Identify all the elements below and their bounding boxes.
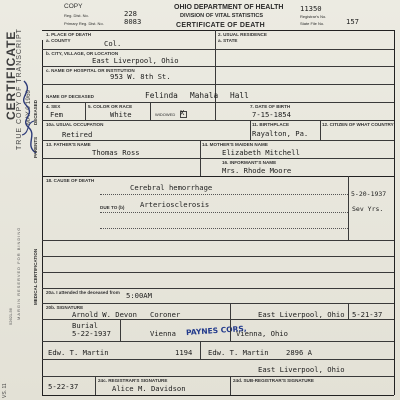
cemetery-location: Vienna, Ohio — [236, 329, 288, 338]
usual-residence-label: 2. USUAL RESIDENCE — [218, 32, 267, 37]
embalmer-license-value: 2896 A — [286, 348, 312, 357]
registrar-handwritten-signature — [16, 75, 42, 155]
city-label: b. CITY, VILLAGE, OR LOCATION — [46, 51, 119, 56]
hospital-label: c. NAME OF HOSPITAL OR INSTITUTION — [46, 68, 135, 73]
registrars-no-label: Registrar's No. — [300, 14, 327, 19]
signed-date: 5-21-37 — [352, 310, 383, 319]
middle-name: Mahala — [190, 91, 219, 100]
signer-title: Coroner — [150, 310, 181, 319]
occupation-label: 10a. USUAL OCCUPATION — [46, 122, 104, 127]
true-copy-stamp: TRUE COPY OF TRANSCRIPT — [16, 28, 23, 150]
mother-label: 14. MOTHER'S MAIDEN NAME — [202, 142, 268, 147]
embalmer-value: Edw. T. Martin — [208, 348, 269, 357]
registrar-value: Alice M. Davidson — [112, 384, 186, 393]
immediate-cause-value: Cerebral hemorrhage — [130, 183, 213, 192]
mother-value: Elizabeth Mitchell — [222, 148, 300, 157]
primary-reg-dist-no: 8083 — [124, 17, 142, 26]
address-value: 953 W. 8th St. — [110, 72, 171, 81]
city-value: East Liverpool, Ohio — [92, 56, 179, 65]
birth-date-value: 7-15-1854 — [252, 110, 291, 119]
file-number: 11350 — [300, 4, 322, 13]
first-name: Felinda — [145, 91, 178, 100]
registrar-city-value: East Liverpool, Ohio — [258, 365, 345, 374]
registrar-signature-label: 24c. REGISTRAR'S SIGNATURE — [98, 378, 168, 383]
place-of-death-label: 1. PLACE OF DEATH — [46, 32, 92, 37]
interval-value: Sev Yrs. — [352, 205, 384, 213]
widowed-label: WIDOWED — [155, 112, 176, 117]
cemetery-value: Vienna — [150, 329, 176, 338]
certificate-stamp: CERTIFICATE — [4, 30, 18, 120]
informant-label: 16. INFORMANT'S NAME — [222, 160, 277, 165]
county-label: a. COUNTY — [46, 38, 71, 43]
birthplace-value: Rayalton, Pa. — [252, 129, 309, 138]
father-value: Thomas Ross — [92, 148, 140, 157]
last-name: Hall — [230, 91, 249, 100]
fd-license-value: 1194 — [175, 348, 193, 357]
state-file-no: 157 — [346, 17, 359, 26]
primary-reg-dist-label: Primary Reg. Dist. No. — [64, 21, 104, 26]
deceased-section-label: DECEASED — [33, 99, 38, 125]
attended-label: 20a. I attended the deceased from — [46, 290, 120, 295]
form-number: VS. 11 — [2, 383, 8, 398]
color-label: 5. COLOR OR RACE — [88, 104, 133, 109]
state-file-no-label: State File No. — [300, 21, 325, 26]
medical-section-label: MEDICAL CERTIFICATION — [33, 248, 38, 305]
filed-date-value: 5-22-37 — [48, 382, 79, 391]
due-to-label: DUE TO (b) — [100, 205, 125, 210]
signer-address: East Liverpool, Ohio — [258, 310, 345, 319]
state-label: a. STATE — [218, 38, 238, 43]
reg-dist-no: 228 — [124, 9, 137, 18]
occupation-value: Retired — [62, 130, 93, 139]
bottom-code: 52621-56 — [8, 308, 13, 325]
sex-value: Fem — [50, 110, 63, 119]
signature-label: 20b. SIGNATURE — [46, 305, 84, 310]
copy-date-stamp: MAY 0 1969 — [25, 89, 32, 125]
reg-dist-no-label: Reg. Dist. No. — [64, 13, 89, 18]
sub-registrar-label: 24d. SUB-REGISTRAR'S SIGNATURE — [233, 378, 314, 383]
county-value: Col. — [104, 39, 122, 48]
margin-note: MARGIN RESERVED FOR BINDING — [16, 226, 21, 320]
widowed-check: X — [180, 108, 185, 117]
dept-title: OHIO DEPARTMENT OF HEALTH — [174, 4, 284, 11]
onset-date-value: 5-20-1937 — [351, 190, 387, 198]
cemetery-stamp: PAYNES CORS, — [185, 323, 247, 338]
division-title: DIVISION OF VITAL STATISTICS — [180, 13, 264, 19]
burial-value: Burial — [72, 321, 98, 330]
underlying-cause-value: Arteriosclerosis — [140, 200, 210, 209]
race-value: White — [110, 110, 132, 119]
death-time-value: 5:00AM — [126, 291, 152, 300]
certificate-title: CERTIFICATE OF DEATH — [176, 22, 265, 29]
name-label: NAME OF DECEASED — [46, 94, 94, 99]
sex-label: 4. SEX — [46, 104, 61, 109]
signer-name: Arnold W. Devon — [72, 310, 137, 319]
parents-section-label: PARENTS — [33, 136, 38, 158]
cause-of-death-label: 18. CAUSE OF DEATH — [46, 178, 95, 183]
informant-value: Mrs. Rhode Moore — [222, 166, 292, 175]
citizen-label: 12. CITIZEN OF WHAT COUNTRY — [322, 122, 394, 127]
birth-date-label: 7. DATE OF BIRTH — [250, 104, 291, 109]
copy-label: COPY — [64, 3, 83, 10]
father-label: 13. FATHER'S NAME — [46, 142, 91, 147]
funeral-director-value: Edw. T. Martin — [48, 348, 109, 357]
birthplace-label: 11. BIRTHPLACE — [252, 122, 290, 127]
burial-date-value: 5-22-1937 — [72, 329, 111, 338]
